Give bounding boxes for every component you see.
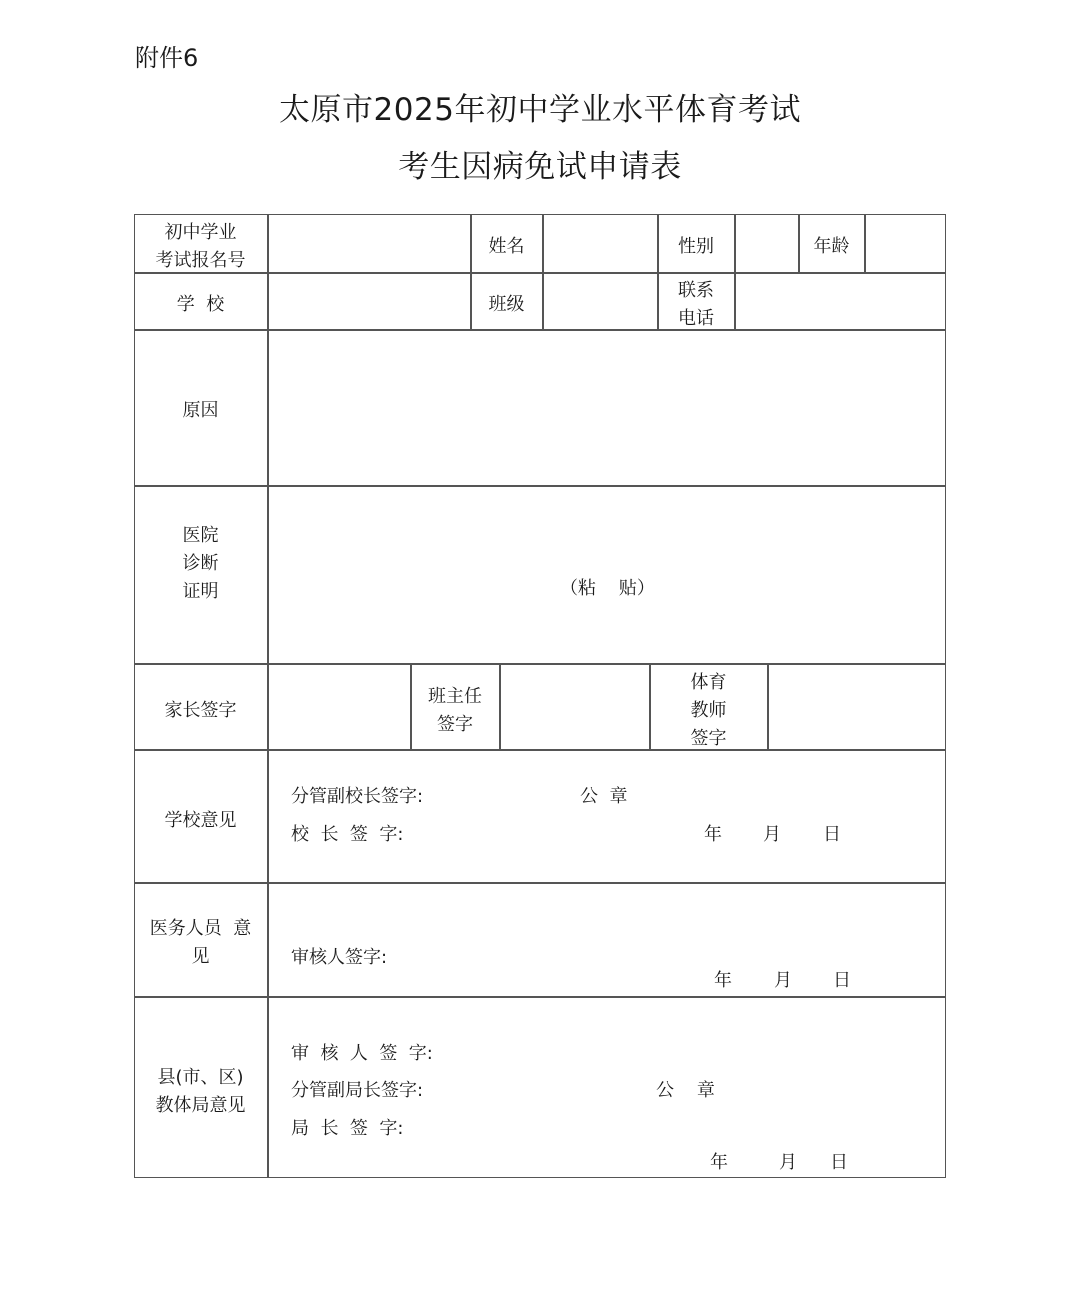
- row-divider: [134, 749, 946, 751]
- hospital-label-line2: 诊断: [182, 553, 219, 574]
- principal-signature-label: 校 长 签 字:: [291, 824, 404, 845]
- row-divider: [134, 485, 946, 487]
- bureau-reviewer-signature-label: 审 核 人 签 字:: [291, 1043, 433, 1064]
- bureau-date-year: 年: [710, 1152, 728, 1173]
- class-label: 班级: [488, 294, 525, 315]
- medical-staff-opinion-label: [134, 915, 267, 971]
- phone-field[interactable]: [736, 274, 944, 328]
- registration-number-label-line2: 考试报名号: [155, 250, 246, 271]
- name-label: 姓名: [488, 236, 525, 257]
- education-bureau-opinion-label: [134, 1064, 267, 1120]
- school-date-year: 年: [704, 824, 722, 845]
- school-date-day: 日: [823, 824, 841, 845]
- pe-teacher-signature-field[interactable]: [769, 665, 944, 748]
- director-signature-label: 局 长 签 字:: [291, 1118, 404, 1139]
- pe-teacher-label-line2: 教师: [690, 700, 727, 721]
- parent-signature-label: 家长签字: [164, 700, 237, 721]
- attachment-label: 附件6: [135, 44, 199, 72]
- pe-teacher-signature-label: [650, 669, 767, 753]
- registration-number-label: [134, 219, 267, 275]
- row-divider: [134, 996, 946, 998]
- reason-label: 原因: [182, 400, 219, 421]
- phone-label-line2: 电话: [678, 308, 714, 329]
- gender-field[interactable]: [736, 215, 797, 271]
- reason-field[interactable]: [269, 331, 944, 483]
- row-divider: [134, 882, 946, 884]
- name-field[interactable]: [544, 215, 656, 271]
- medical-reviewer-signature-label: 审核人签字:: [291, 947, 388, 968]
- bureau-label-line1: 县(市、区): [157, 1067, 244, 1088]
- school-opinion-label: 学校意见: [164, 810, 237, 831]
- hospital-label-line1: 医院: [182, 525, 219, 546]
- phone-label: [658, 277, 734, 333]
- bureau-date-day: 日: [830, 1152, 848, 1173]
- hospital-label-line3: 证明: [182, 581, 219, 602]
- medical-label-line2: 见: [191, 946, 210, 967]
- age-field[interactable]: [866, 215, 944, 271]
- bureau-date-month: 月: [779, 1152, 797, 1173]
- head-teacher-label-line2: 签字: [437, 714, 473, 735]
- medical-date-month: 月: [774, 970, 792, 991]
- parent-signature-field[interactable]: [269, 665, 409, 748]
- registration-number-field[interactable]: [269, 215, 469, 271]
- school-field[interactable]: [269, 274, 469, 328]
- form-title: 太原市2025年初中学业水平体育考试: [279, 92, 801, 128]
- medical-date-year: 年: [714, 970, 732, 991]
- hospital-diagnosis-label: [134, 522, 267, 606]
- paste-area-hint: （粘 贴）: [560, 578, 655, 599]
- registration-number-label-line1: 初中学业: [164, 222, 237, 243]
- pe-teacher-label-line1: 体育: [690, 672, 727, 693]
- gender-label: 性别: [678, 236, 714, 257]
- pe-teacher-label-line3: 签字: [690, 728, 727, 749]
- school-label: 学 校: [176, 294, 225, 315]
- bureau-seal-label: 公 章: [656, 1080, 715, 1101]
- form-subtitle: 考生因病免试申请表: [398, 149, 682, 185]
- head-teacher-signature-label: [411, 683, 499, 739]
- age-label: 年龄: [813, 236, 850, 257]
- bureau-label-line2: 教体局意见: [155, 1095, 246, 1116]
- head-teacher-label-line1: 班主任: [428, 686, 482, 707]
- medical-date-day: 日: [833, 970, 851, 991]
- vice-director-signature-label: 分管副局长签字:: [291, 1080, 424, 1101]
- school-date-month: 月: [763, 824, 781, 845]
- phone-label-line1: 联系: [678, 280, 714, 301]
- medical-label-line1: 医务人员 意: [149, 918, 252, 939]
- school-seal-label: 公 章: [580, 786, 628, 807]
- head-teacher-signature-field[interactable]: [501, 665, 648, 748]
- class-field[interactable]: [544, 274, 656, 328]
- vice-principal-signature-label: 分管副校长签字:: [291, 786, 424, 807]
